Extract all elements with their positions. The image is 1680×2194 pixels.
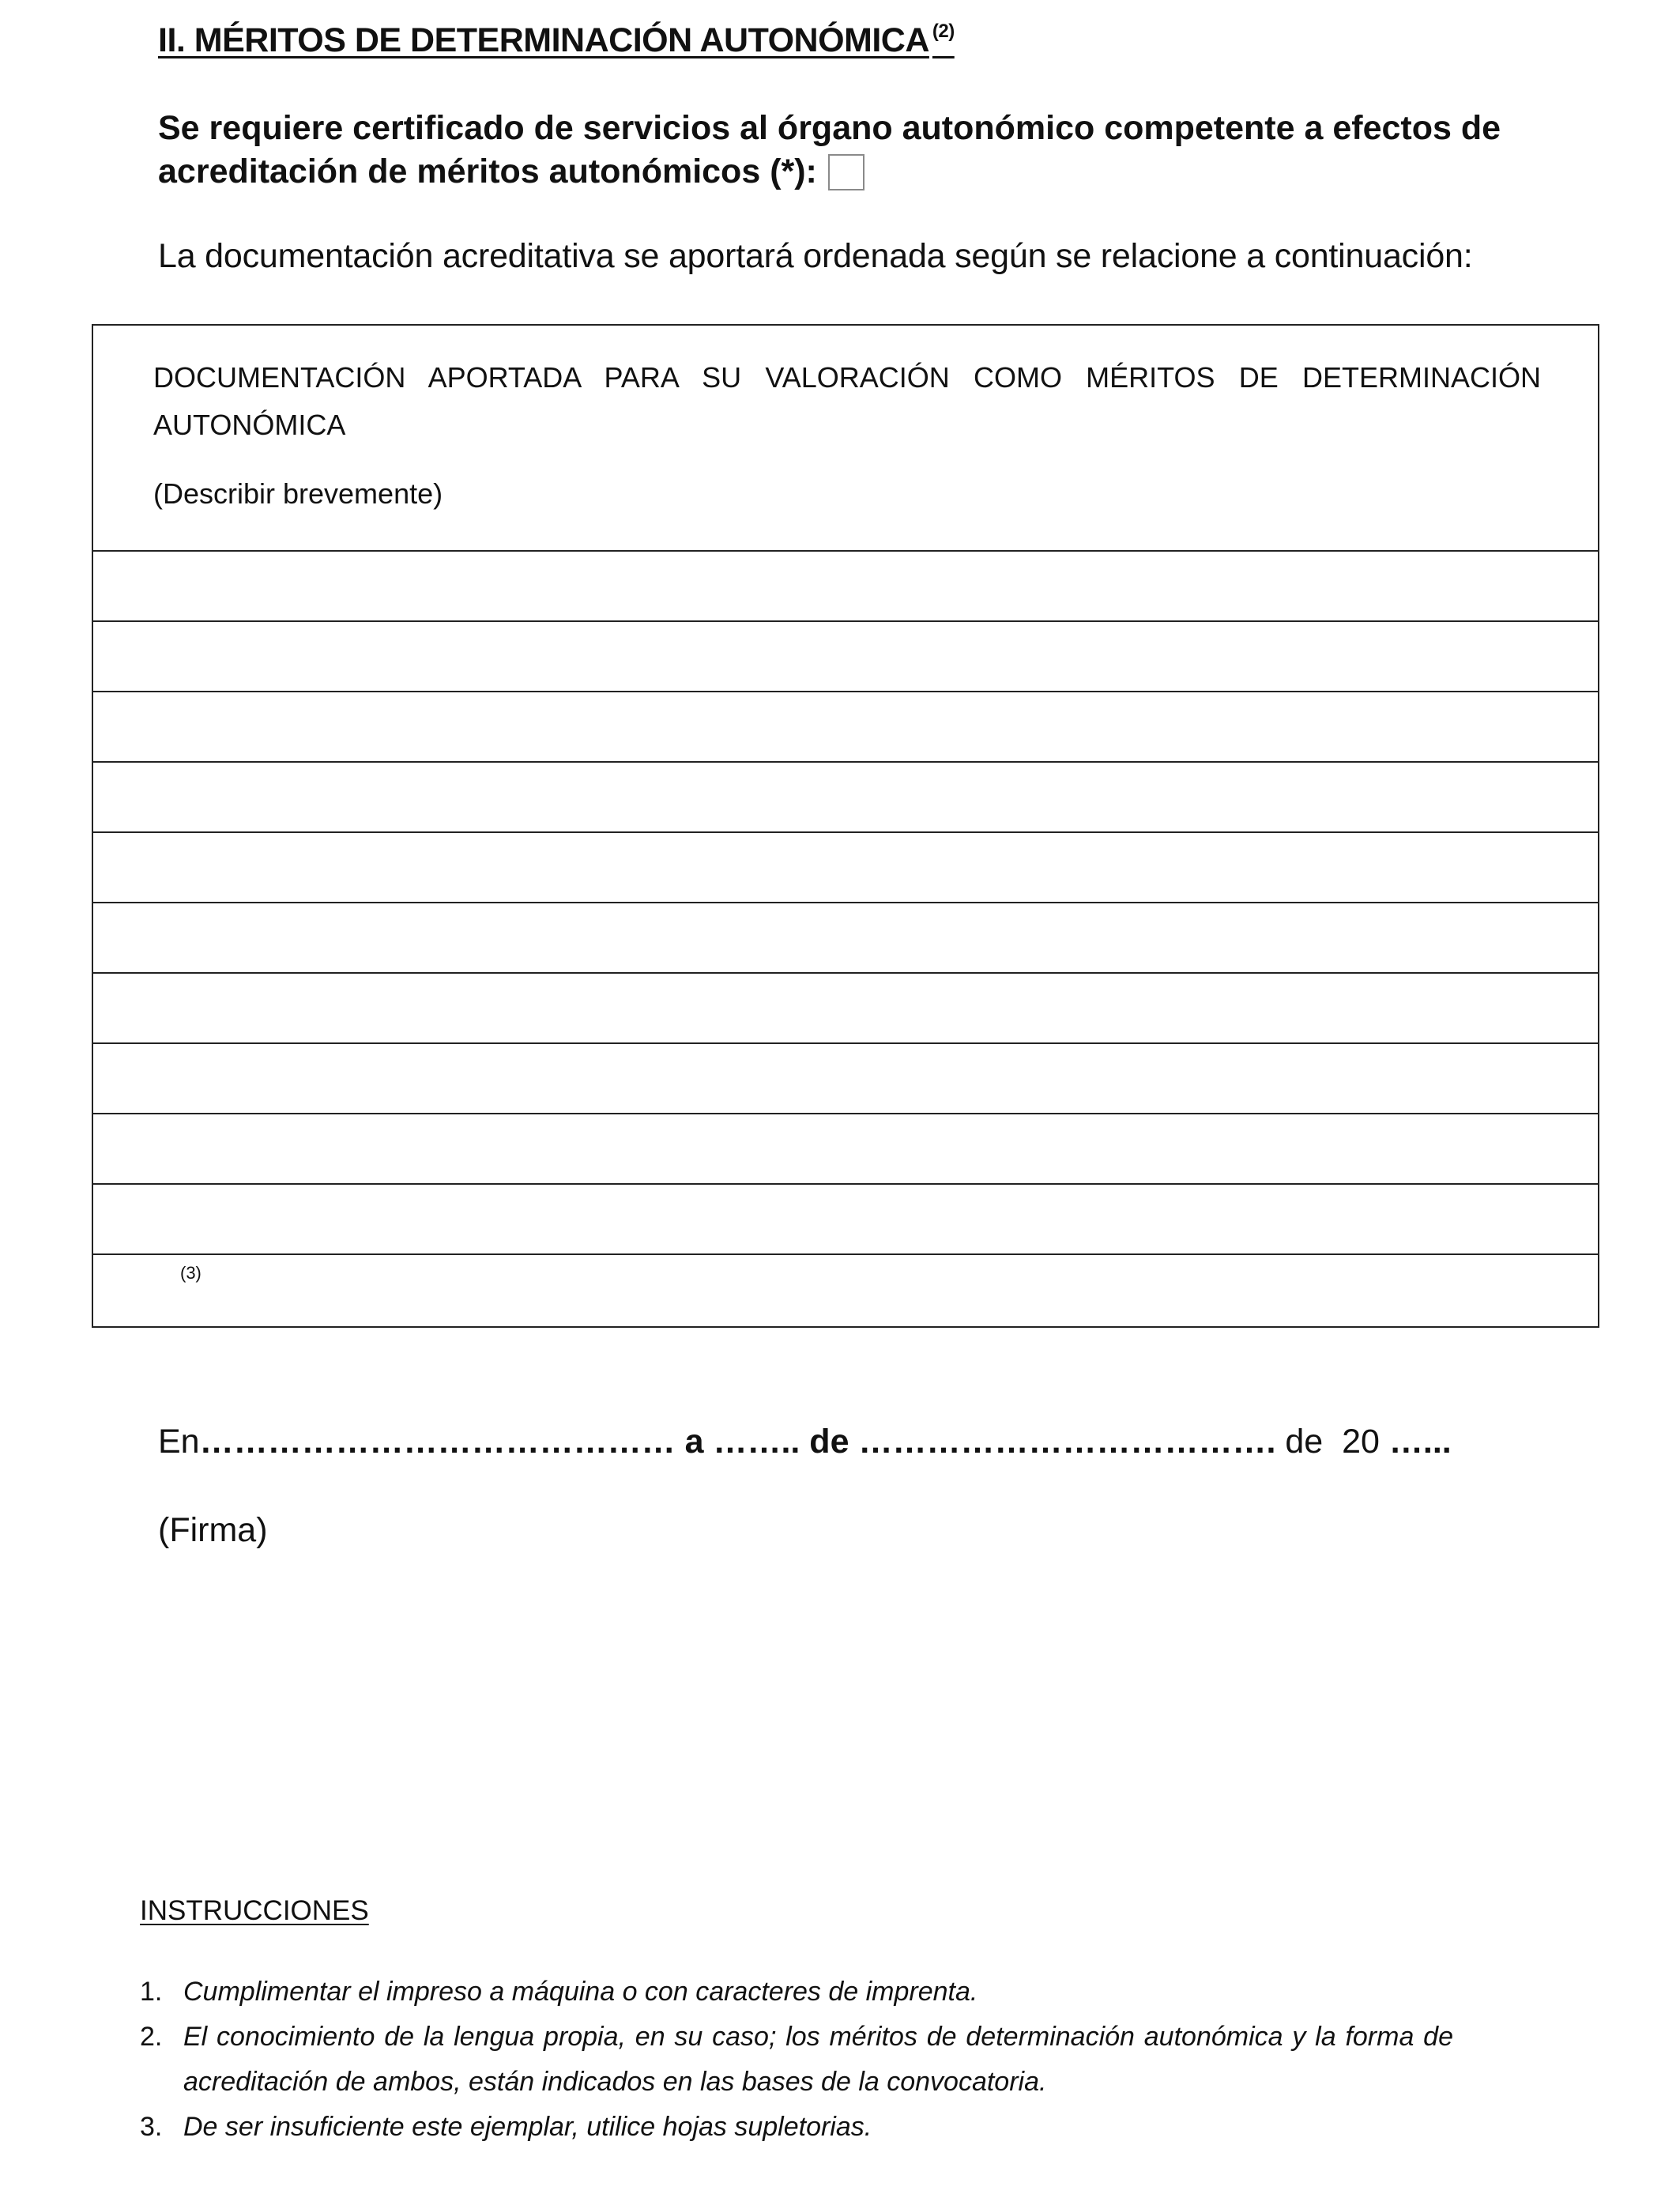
documentation-table-title (153, 354, 1541, 449)
date-a-label: a (684, 1423, 704, 1461)
documentation-row-note: (3) (180, 1263, 202, 1283)
instructions-list (140, 1970, 1453, 2150)
documentation-intro: La documentación acreditativa se aportará ordenada según se relacione a continuación: (158, 237, 1473, 275)
requirement-line-1: Se requiere certificado de servicios al órgano autonómico competente a efectos de (158, 109, 1501, 147)
section-title-text: II. MÉRITOS DE DETERMINACIÓN AUTONÓMICA (158, 21, 929, 59)
date-de-label: de (809, 1423, 849, 1461)
documentation-row-2[interactable] (93, 622, 1598, 692)
instruction-text: Cumplimentar el impreso a máquina o con caracteres de imprenta. (183, 1977, 978, 2007)
documentation-row-4[interactable] (93, 763, 1598, 833)
documentation-title-line-1: DOCUMENTACIÓN APORTADA PARA SU VALORACIÓN COMO MÉRITOS DE DETERMINACIÓN (153, 361, 1541, 394)
instruction-item (140, 1970, 1453, 2015)
instruction-number: 3. (140, 2112, 163, 2142)
certificate-checkbox[interactable] (828, 154, 864, 190)
documentation-table (92, 324, 1599, 1328)
documentation-row-10[interactable] (93, 1185, 1598, 1255)
documentation-row-6[interactable] (93, 903, 1598, 974)
date-en-label: En (158, 1423, 200, 1461)
signature-label: (Firma) (158, 1511, 268, 1549)
year-field[interactable]: …... (1388, 1423, 1452, 1461)
instruction-text: De ser insuficiente este ejemplar, utilice hojas supletorias. (183, 2112, 872, 2142)
documentation-title-line-2: AUTONÓMICA (153, 409, 346, 441)
instruction-item (140, 2105, 1453, 2150)
documentation-table-note: (Describir brevemente) (153, 477, 443, 510)
documentation-row-5[interactable] (93, 833, 1598, 903)
instruction-number: 2. (140, 2022, 163, 2052)
section-title (158, 21, 955, 60)
requirement-line-2-text: acreditación de méritos autonómicos (*): (158, 153, 817, 190)
requirement-line-2 (158, 150, 1471, 194)
instruction-number: 1. (140, 1977, 163, 2007)
date-de-year-label: de (1285, 1423, 1324, 1461)
month-field[interactable]: ………………………………. (858, 1423, 1276, 1461)
documentation-row-11[interactable] (93, 1255, 1598, 1331)
documentation-row-7[interactable] (93, 974, 1598, 1044)
instructions-title: INSTRUCCIONES (140, 1895, 369, 1926)
certificate-requirement (158, 107, 1501, 194)
day-field[interactable]: …….. (713, 1423, 800, 1461)
documentation-row-3[interactable] (93, 692, 1598, 763)
instruction-item (140, 2015, 1453, 2105)
section-title-note: (2) (932, 21, 955, 42)
documentation-row-1[interactable] (93, 552, 1598, 622)
year-prefix: 20 (1342, 1423, 1380, 1461)
date-place-line (158, 1423, 1452, 1461)
documentation-row-9[interactable] (93, 1114, 1598, 1185)
documentation-table-header (93, 326, 1598, 552)
documentation-row-8[interactable] (93, 1044, 1598, 1114)
place-field[interactable]: …………………………………… (199, 1423, 676, 1461)
instruction-text: El conocimiento de la lengua propia, en su caso; los méritos de determinación autonómica y la forma de acreditación de ambos, están indicados en las bases de la convocatoria. (183, 2022, 1453, 2097)
